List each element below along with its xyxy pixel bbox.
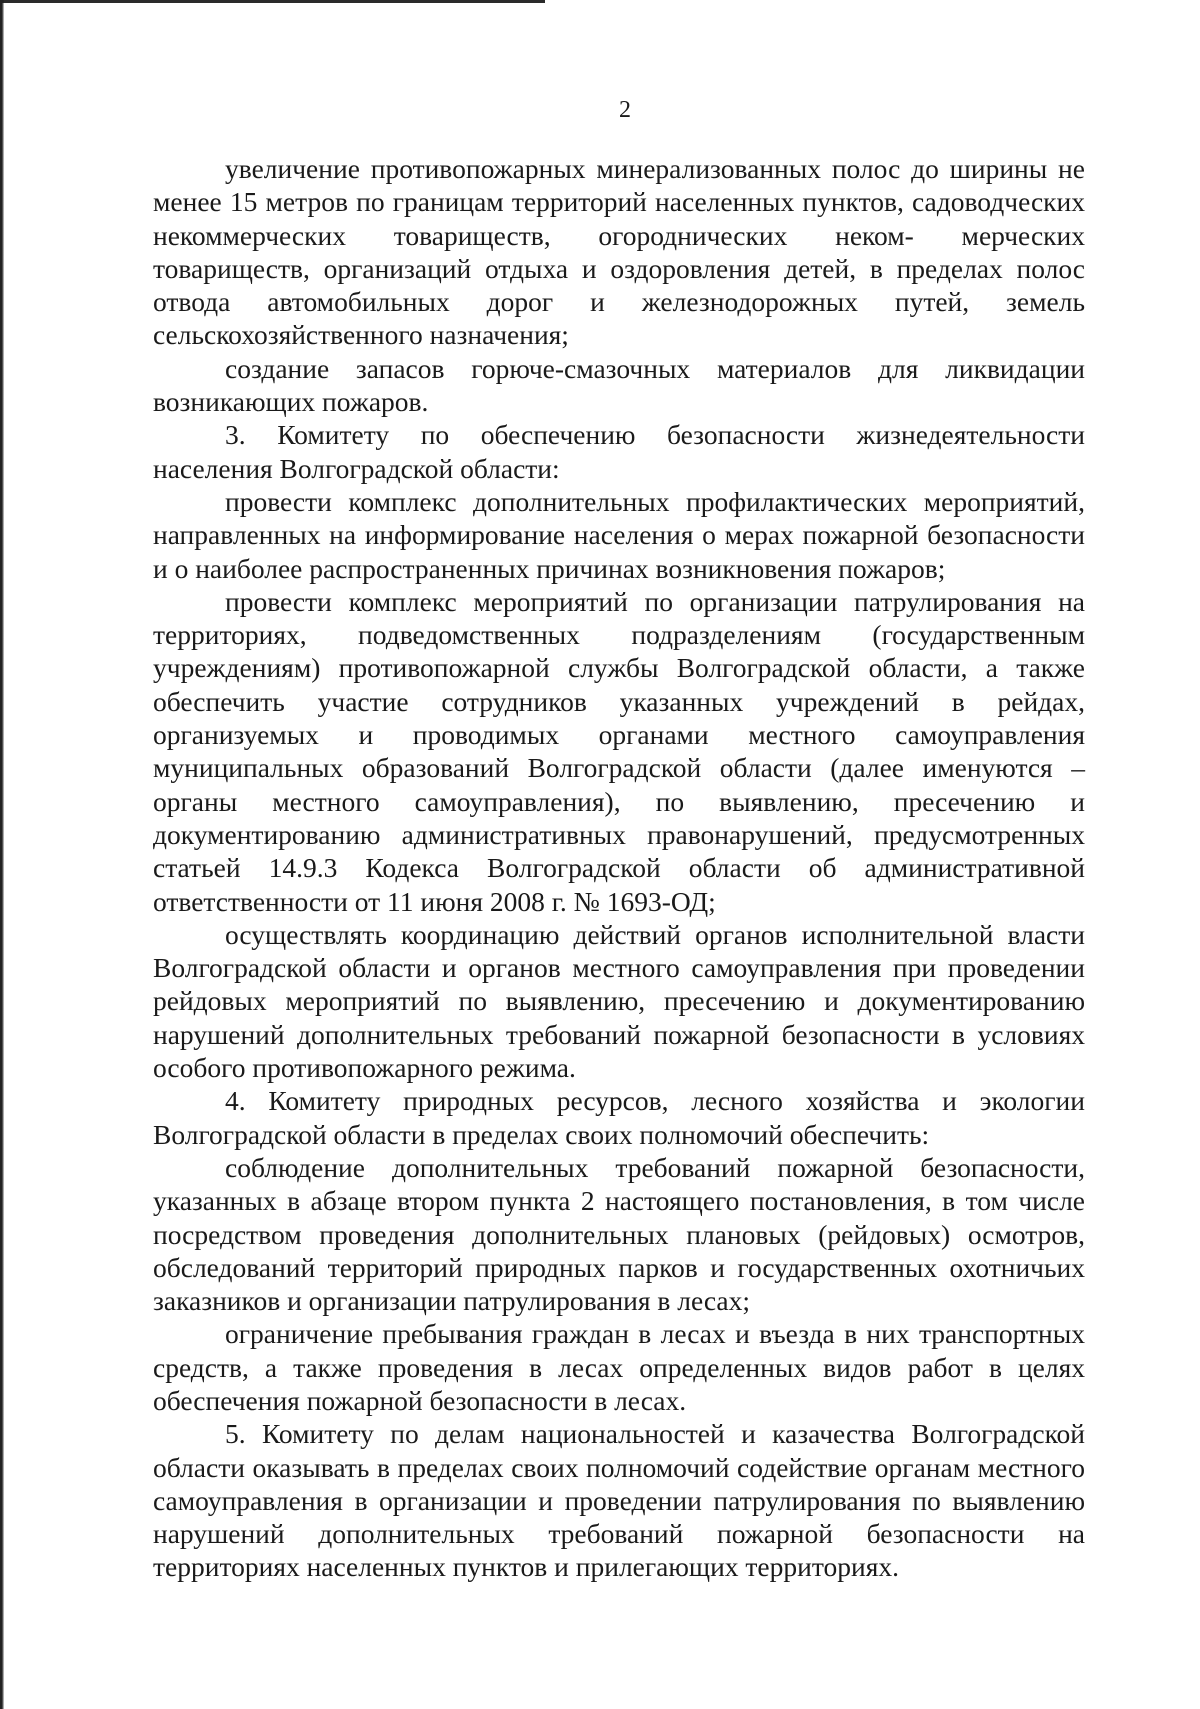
paragraph-firebreak-strips: увеличение противопожарных минерализованных полос до ширины не менее 15 метров по границам территорий населенных пунктов, садоводческих некоммерческих товариществ, огороднических неком- мерческих товариществ, организаций отдыха и оздоровления детей, в пределах полос отвода автомобильных дорог и железнодорожных путей, земель сельскохозяйственного назначения;	[153, 153, 1085, 351]
page-number: 2	[619, 97, 631, 123]
scan-left-edge-line	[0, 0, 4, 1709]
paragraph-compliance: соблюдение дополнительных требований пожарной безопасности, указанных в абзаце втором пункта 2 настоящего постановления, в том числе посредством проведения дополнительных плановых (рейдовых) осмотров, обследований территорий природных парков и государственных охотничьих заказников и организации патрулирования в лесах;	[153, 1151, 1085, 1317]
paragraph-forest-restrictions: ограничение пребывания граждан в лесах и въезда в них транспортных средств, а также проведения в лесах определенных видов работ в целях обеспечения пожарной безопасности в лесах.	[153, 1318, 1085, 1416]
paragraph-item-3-heading: 3. Комитету по обеспечению безопасности жизнедеятельности населения Волгоградской области:	[153, 419, 1085, 484]
paragraph-item-4-heading: 4. Комитету природных ресурсов, лесного хозяйства и экологии Волгоградской области в пределах своих полномочий обеспечить:	[153, 1085, 1085, 1150]
paragraph-fuel-reserves: создание запасов горюче-смазочных материалов для ликвидации возникающих пожаров.	[153, 352, 1085, 418]
paragraph-patrol-organization: провести комплекс мероприятий по организации патрулирования на территориях, подведомственных подразделениям (государственным учреждениям) противопожарной службы Волгоградской области, а также обеспечить участие сотрудников указанных учреждений в рейдах, организуемых и проводимых органами местного самоуправления муниципальных образований Волгоградской области (далее именуются – органы местного самоуправления), по выявлению, пресечению и документированию административных правонарушений, предусмотренных статьей 14.9.3 Кодекса Волгоградской области об административной ответственности от 11 июня 2008 г. № 1693-ОД;	[153, 585, 1085, 917]
paragraph-prevention-measures: провести комплекс дополнительных профилактических мероприятий, направленных на информирование населения о мерах пожарной безопасности и о наиболее распространенных причинах возникновения пожаров;	[153, 485, 1085, 584]
paragraph-coordination: осуществлять координацию действий органов исполнительной власти Волгоградской области и органов местного самоуправления при проведении рейдовых мероприятий по выявлению, пресечению и документированию нарушений дополнительных требований пожарной безопасности в условиях особого противопожарного режима.	[153, 918, 1085, 1084]
paragraph-item-5: 5. Комитету по делам национальностей и казачества Волгоградской области оказывать в пределах своих полномочий содействие органам местного самоуправления в организации и проведении патрулирования по выявлению нарушений дополнительных требований пожарной безопасности на территориях населенных пунктов и прилегающих территориях.	[153, 1418, 1085, 1583]
document-body	[153, 152, 1085, 1584]
scan-top-edge-line	[0, 0, 545, 3]
